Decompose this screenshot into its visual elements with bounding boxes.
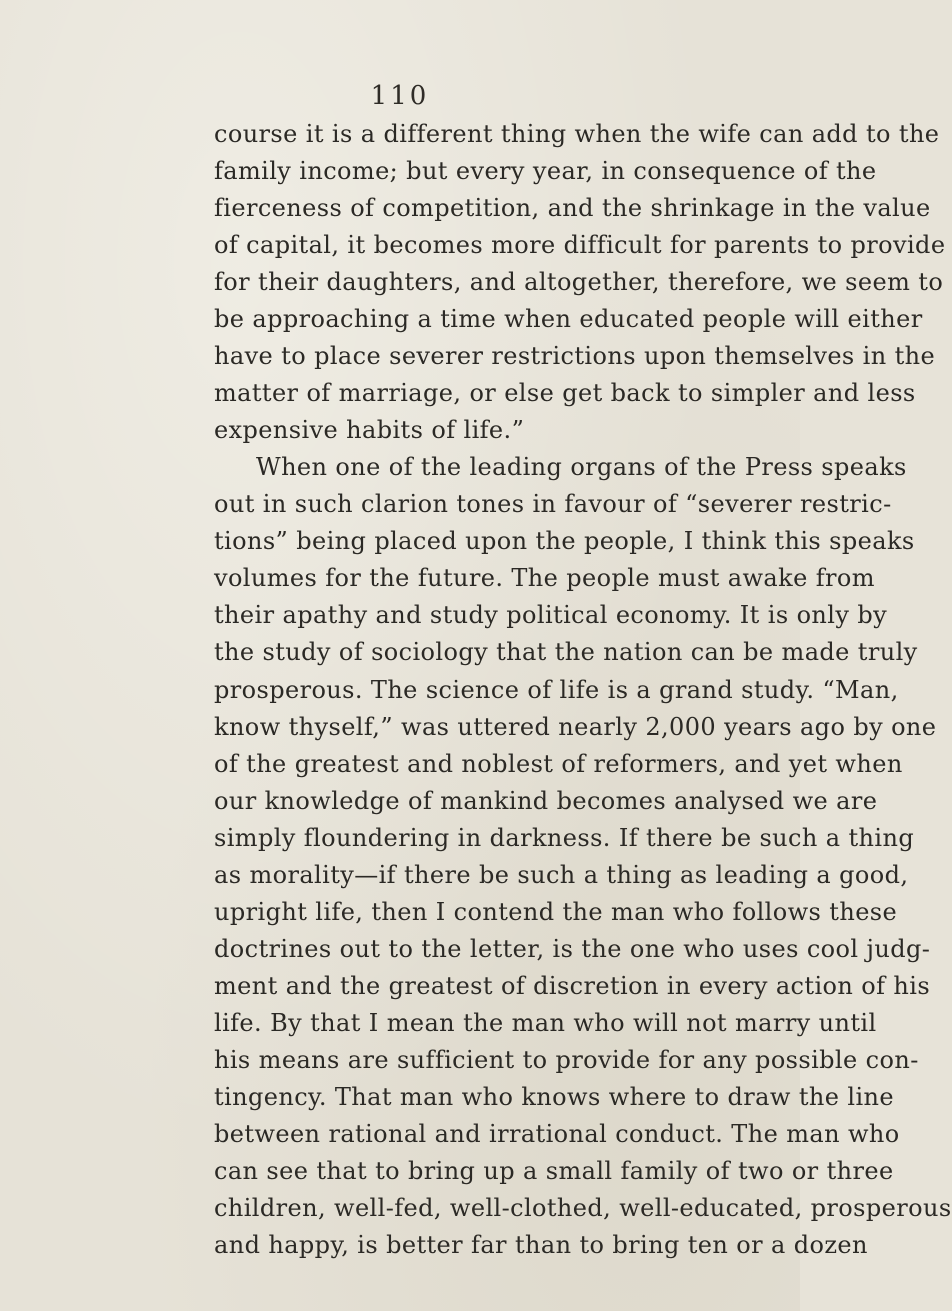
page-number: 110 [370,81,430,111]
text-line: ment and the greatest of discretion in every action of his [214,972,931,1000]
text-line: expensive habits of life.” [214,416,525,444]
text-line: doctrines out to the letter, is the one who uses cool judg- [214,935,931,963]
text-line: be approaching a time when educated people will either [214,305,923,333]
text-line: children, well-fed, well-clothed, well-educated, prosperous [214,1194,952,1222]
text-line: simply floundering in darkness. If there be such a thing [214,824,915,852]
text-line: life. By that I mean the man who will not marry until [214,1009,877,1037]
text-line: and happy, is better far than to bring ten or a dozen [214,1231,868,1259]
text-line: as morality—if there be such a thing as leading a good, [214,861,909,889]
text-line: family income; but every year, in consequence of the [214,157,877,185]
text-line: prosperous. The science of life is a grand study. “Man, [214,676,899,704]
text-line: have to place severer restrictions upon themselves in the [214,342,936,370]
text-line: upright life, then I contend the man who follows these [214,898,898,926]
text-line: for their daughters, and altogether, therefore, we seem to [214,268,944,296]
text-line: of capital, it becomes more difficult for parents to provide [214,231,946,259]
text-line: course it is a different thing when the wife can add to the [214,120,940,148]
text-line: When one of the leading organs of the Press speaks [256,453,907,481]
text-line: volumes for the future. The people must awake from [214,564,875,592]
text-line: between rational and irrational conduct. The man who [214,1120,900,1148]
text-line: their apathy and study political economy. It is only by [214,601,888,629]
text-line: the study of sociology that the nation can be made truly [214,638,918,666]
text-line: out in such clarion tones in favour of “severer restric- [214,490,892,518]
text-line: fierceness of competition, and the shrinkage in the value [214,194,931,222]
text-line: know thyself,” was uttered nearly 2,000 years ago by one [214,713,937,741]
text-line: tingency. That man who knows where to draw the line [214,1083,894,1111]
text-line: tions” being placed upon the people, I think this speaks [214,527,915,555]
text-line: his means are sufficient to provide for any possible con- [214,1046,919,1074]
text-line: our knowledge of mankind becomes analysed we are [214,787,878,815]
text-line: can see that to bring up a small family of two or three [214,1157,894,1185]
text-line: of the greatest and noblest of reformers, and yet when [214,750,903,778]
text-line: matter of marriage, or else get back to simpler and less [214,379,916,407]
